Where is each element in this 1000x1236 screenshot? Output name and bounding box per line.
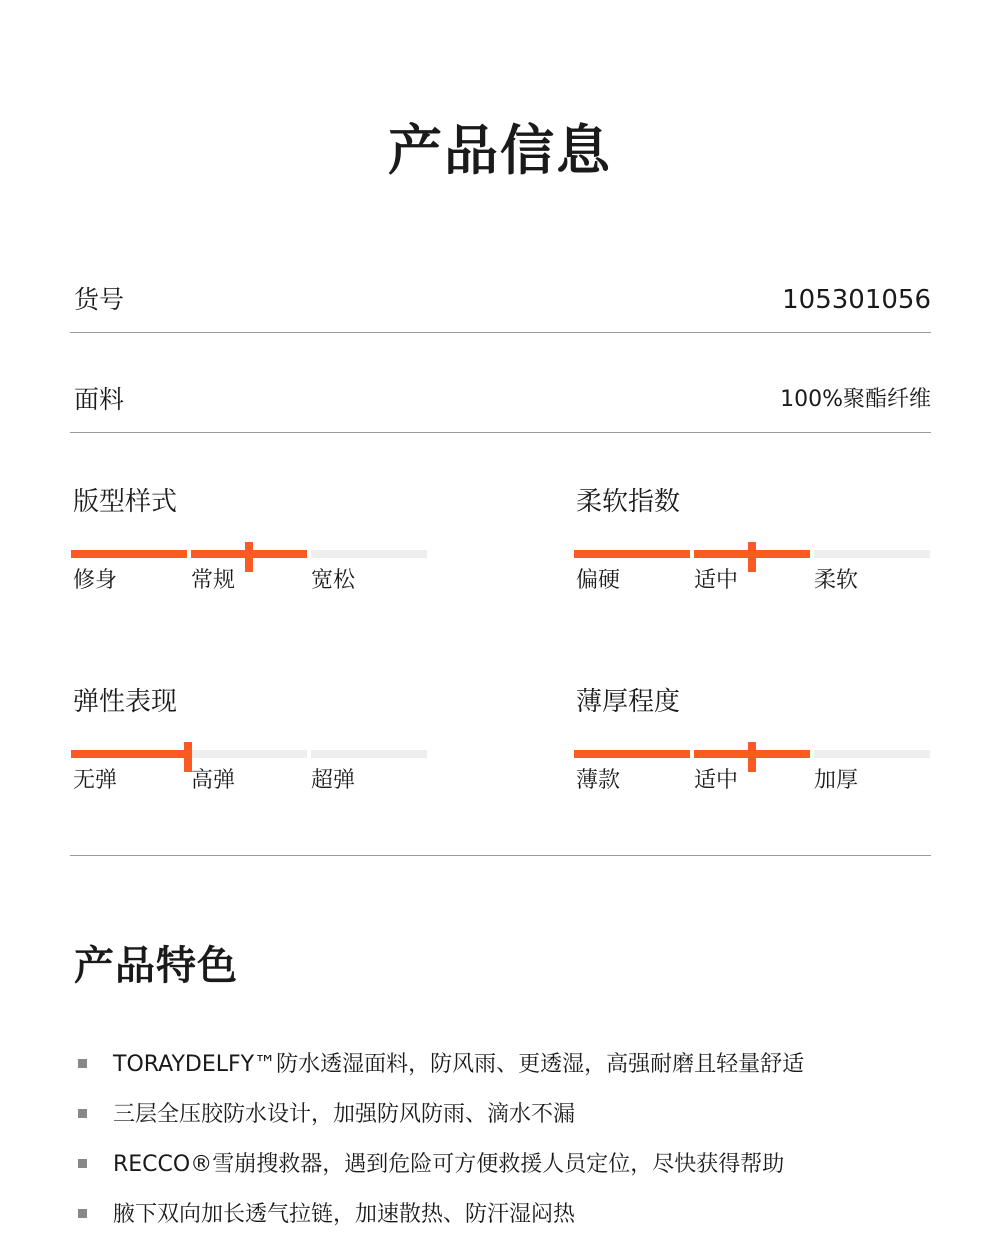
fit-gauge — [71, 484, 427, 594]
thickness-gauge-segment-1 — [574, 750, 690, 758]
fabric-value: 100%聚酯纤维 — [780, 387, 931, 412]
elasticity-gauge-segment-2 — [191, 750, 307, 758]
thickness-gauge-tick-3: 加厚 — [814, 768, 859, 793]
elasticity-gauge-segment-3 — [311, 750, 427, 758]
feature-item — [0, 1045, 1000, 1085]
softness-gauge-track — [574, 550, 930, 558]
fit-gauge-marker — [245, 542, 253, 572]
feature-text: 三层全压胶防水设计，加强防风防雨、滴水不漏 — [113, 1102, 576, 1127]
sku-label: 货号 — [74, 285, 125, 314]
softness-gauge-title: 柔软指数 — [576, 487, 681, 517]
fit-gauge-segment-1 — [71, 550, 187, 558]
elasticity-gauge-tick-1: 无弹 — [73, 768, 118, 793]
fabric-row — [70, 383, 931, 433]
softness-gauge-tick-1: 偏硬 — [576, 568, 621, 593]
section-divider — [70, 855, 931, 856]
feature-item — [0, 1195, 1000, 1235]
square-bullet-icon — [78, 1109, 87, 1118]
thickness-gauge-tick-1: 薄款 — [576, 768, 621, 793]
fabric-divider — [70, 432, 931, 433]
softness-gauge-tick-3: 柔软 — [814, 568, 859, 593]
features-title: 产品特色 — [74, 943, 238, 989]
fit-gauge-title: 版型样式 — [73, 487, 178, 517]
sku-row — [70, 283, 931, 333]
thickness-gauge-title: 薄厚程度 — [576, 687, 681, 717]
elasticity-gauge-tick-3: 超弹 — [311, 768, 356, 793]
elasticity-gauge — [71, 684, 427, 794]
feature-text: 腋下双向加长透气拉链，加速散热、防汗湿闷热 — [113, 1202, 576, 1227]
elasticity-gauge-title: 弹性表现 — [73, 687, 178, 717]
elasticity-gauge-segment-1 — [71, 750, 187, 758]
thickness-gauge-tick-2: 适中 — [694, 768, 739, 793]
page-title: 产品信息 — [388, 119, 612, 182]
square-bullet-icon — [78, 1059, 87, 1068]
thickness-gauge-marker — [748, 742, 756, 772]
square-bullet-icon — [78, 1159, 87, 1168]
thickness-gauge-segment-3 — [814, 750, 930, 758]
softness-gauge-marker — [748, 542, 756, 572]
square-bullet-icon — [78, 1209, 87, 1218]
softness-gauge-segment-3 — [814, 550, 930, 558]
fit-gauge-tick-3: 宽松 — [311, 568, 356, 593]
softness-gauge-tick-2: 适中 — [694, 568, 739, 593]
feature-text: RECCO®雪崩搜救器，遇到危险可方便救援人员定位，尽快获得帮助 — [113, 1152, 785, 1177]
softness-gauge-segment-1 — [574, 550, 690, 558]
elasticity-gauge-track — [71, 750, 427, 758]
fit-gauge-track — [71, 550, 427, 558]
sku-divider — [70, 332, 931, 333]
fabric-label: 面料 — [74, 385, 125, 414]
feature-item — [0, 1145, 1000, 1185]
feature-text: TORAYDELFY™防水透湿面料，防风雨、更透湿，高强耐磨且轻量舒适 — [113, 1052, 805, 1077]
fit-gauge-tick-1: 修身 — [73, 568, 118, 593]
thickness-gauge-track — [574, 750, 930, 758]
thickness-gauge — [574, 684, 930, 794]
fit-gauge-tick-2: 常规 — [191, 568, 236, 593]
softness-gauge — [574, 484, 930, 594]
elasticity-gauge-tick-2: 高弹 — [191, 768, 236, 793]
fit-gauge-segment-3 — [311, 550, 427, 558]
feature-item — [0, 1095, 1000, 1135]
sku-value: 105301056 — [782, 285, 931, 315]
